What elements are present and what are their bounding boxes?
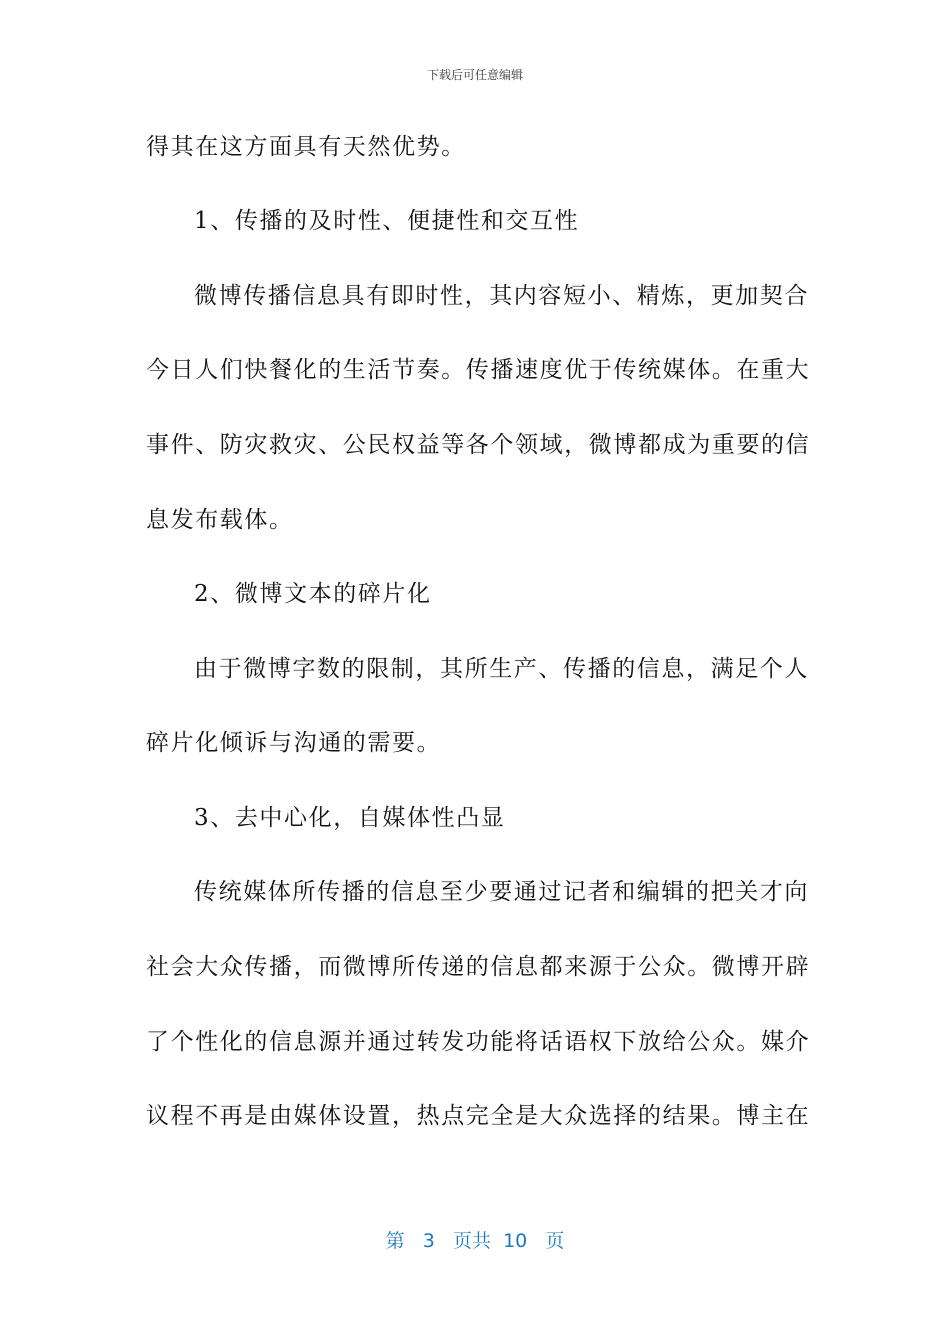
body-line-6: 由于微博字数的限制，其所生产、传播的信息，满足个人 [194, 656, 809, 682]
page-number-footer [0, 1226, 950, 1253]
section-heading-3: 3、去中心化，自媒体性凸显 [194, 805, 506, 831]
body-line-7: 碎片化倾诉与沟通的需要。 [146, 730, 442, 756]
section-heading-2: 2、微博文本的碎片化 [194, 581, 432, 607]
section-heading-1: 1、传播的及时性、便捷性和交互性 [194, 208, 580, 234]
body-line-5: 息发布载体。 [146, 507, 294, 533]
body-line-3: 今日人们快餐化的生活节奏。传播速度优于传统媒体。在重大 [146, 357, 811, 383]
body-line-4: 事件、防灾救灾、公民权益等各个领域，微博都成为重要的信 [146, 432, 811, 458]
footer-total-pages: 10 [503, 1230, 528, 1252]
body-line-9: 社会大众传播，而微博所传递的信息都来源于公众。微博开辟 [146, 954, 811, 980]
page-header-note: 下载后可任意编辑 [426, 68, 523, 82]
footer-prefix: 第 [385, 1230, 405, 1252]
body-line-10: 了个性化的信息源并通过转发功能将话语权下放给公众。媒介 [146, 1029, 811, 1055]
footer-current-page: 3 [422, 1230, 435, 1252]
body-line-11: 议程不再是由媒体设置，热点完全是大众选择的结果。博主在 [146, 1103, 811, 1129]
body-line-2: 微博传播信息具有即时性，其内容短小、精炼，更加契合 [194, 283, 809, 309]
body-line-8: 传统媒体所传播的信息至少要通过记者和编辑的把关才向 [194, 879, 809, 905]
footer-suffix: 页 [545, 1230, 565, 1252]
footer-middle: 页共 [452, 1230, 491, 1252]
body-line-1: 得其在这方面具有天然优势。 [146, 134, 466, 160]
